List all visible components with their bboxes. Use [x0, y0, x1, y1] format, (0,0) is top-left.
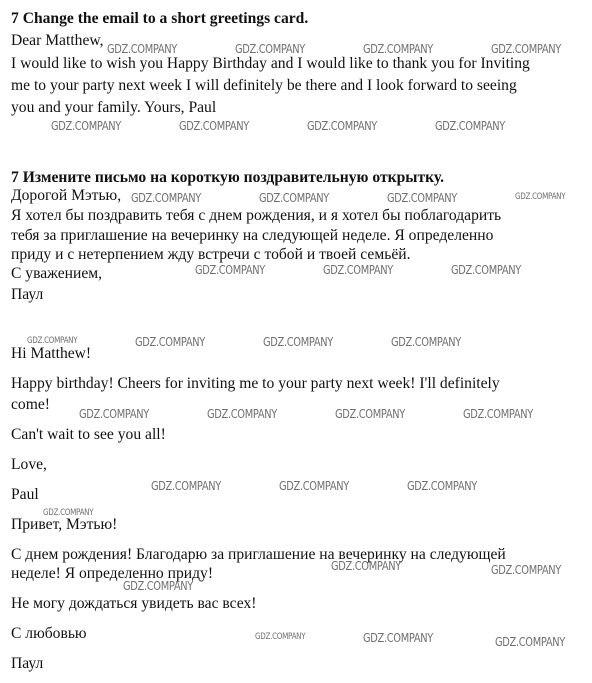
card-body-line-2-en: come! — [11, 396, 50, 413]
watermark-text: GDZ.COMPANY — [335, 407, 405, 421]
card-signature-ru: Паул — [11, 655, 44, 672]
card-signoff-en: Love, — [11, 456, 47, 473]
card-body-line-1-en: Happy birthday! Cheers for inviting me to your party next week! I'll definitely — [11, 375, 500, 392]
watermark-text: GDZ.COMPANY — [363, 42, 433, 56]
watermark-text: GDZ.COMPANY — [259, 191, 329, 205]
watermark-text: GDZ.COMPANY — [491, 563, 561, 577]
watermark-text: GDZ.COMPANY — [43, 508, 94, 518]
card-body-line-2-ru: неделе! Я определенно приду! — [11, 565, 214, 582]
watermark-text: GDZ.COMPANY — [79, 407, 149, 421]
exercise-heading-en: 7 Change the email to a short greetings card. — [11, 10, 309, 27]
watermark-text: GDZ.COMPANY — [407, 479, 477, 493]
watermark-text: GDZ.COMPANY — [51, 119, 121, 133]
email-body-line-2-en: me to your party next week I will definitely be there and I look forward to seeing — [11, 77, 517, 94]
watermark-text: GDZ.COMPANY — [515, 192, 566, 202]
watermark-text: GDZ.COMPANY — [495, 635, 565, 649]
watermark-text: GDZ.COMPANY — [255, 632, 306, 642]
email-body-line-2-ru: тебя за приглашение на вечеринку на следующей неделе. Я определенно — [11, 227, 494, 244]
email-body-line-1-ru: Я хотел бы поздравить тебя с днем рождения, и я хотел бы поблагодарить — [11, 207, 502, 224]
watermark-text: GDZ.COMPANY — [307, 119, 377, 133]
watermark-text: GDZ.COMPANY — [123, 579, 193, 593]
watermark-text: GDZ.COMPANY — [451, 263, 521, 277]
watermark-text: GDZ.COMPANY — [195, 263, 265, 277]
card-body-line-1-ru: С днем рождения! Благодарю за приглашение на вечеринку на следующей — [11, 546, 506, 563]
watermark-text: GDZ.COMPANY — [131, 191, 201, 205]
watermark-text: GDZ.COMPANY — [463, 407, 533, 421]
watermark-text: GDZ.COMPANY — [435, 119, 505, 133]
card-signature-en: Paul — [11, 486, 39, 503]
card-closing-line-ru: Не могу дождаться увидеть вас всех! — [11, 595, 257, 612]
card-closing-line-en: Can't wait to see you all! — [11, 426, 166, 443]
exercise-heading-ru: 7 Измените письмо на короткую поздравительную открытку. — [11, 169, 445, 186]
email-closing-ru: С уважением, — [11, 265, 103, 282]
card-signoff-ru: С любовью — [11, 625, 87, 642]
watermark-text: GDZ.COMPANY — [151, 479, 221, 493]
watermark-text: GDZ.COMPANY — [323, 263, 393, 277]
email-body-line-3-en: you and your family. Yours, Paul — [11, 99, 217, 116]
watermark-text: GDZ.COMPANY — [387, 191, 457, 205]
watermark-text: GDZ.COMPANY — [207, 407, 277, 421]
card-greeting-en: Hi Matthew! — [11, 345, 92, 362]
email-salutation-ru: Дорогой Мэтью, — [11, 187, 122, 204]
email-body-line-3-ru: приду и с нетерпением жду встречи с тобой и твоей семьёй. — [11, 246, 411, 263]
email-salutation-en: Dear Matthew, — [11, 32, 104, 49]
watermark-text: GDZ.COMPANY — [491, 42, 561, 56]
watermark-text: GDZ.COMPANY — [263, 335, 333, 349]
watermark-text: GDZ.COMPANY — [235, 42, 305, 56]
watermark-text: GDZ.COMPANY — [363, 631, 433, 645]
email-body-line-1-en: I would like to wish you Happy Birthday and I would like to thank you for Inviting — [11, 55, 530, 72]
email-signature-ru: Паул — [11, 286, 44, 303]
watermark-text: GDZ.COMPANY — [331, 559, 401, 573]
watermark-text: GDZ.COMPANY — [279, 479, 349, 493]
watermark-text: GDZ.COMPANY — [179, 119, 249, 133]
watermark-text: GDZ.COMPANY — [391, 335, 461, 349]
watermark-text: GDZ.COMPANY — [27, 336, 78, 346]
card-greeting-ru: Привет, Мэтью! — [11, 516, 118, 533]
watermark-text: GDZ.COMPANY — [107, 42, 177, 56]
watermark-text: GDZ.COMPANY — [135, 335, 205, 349]
